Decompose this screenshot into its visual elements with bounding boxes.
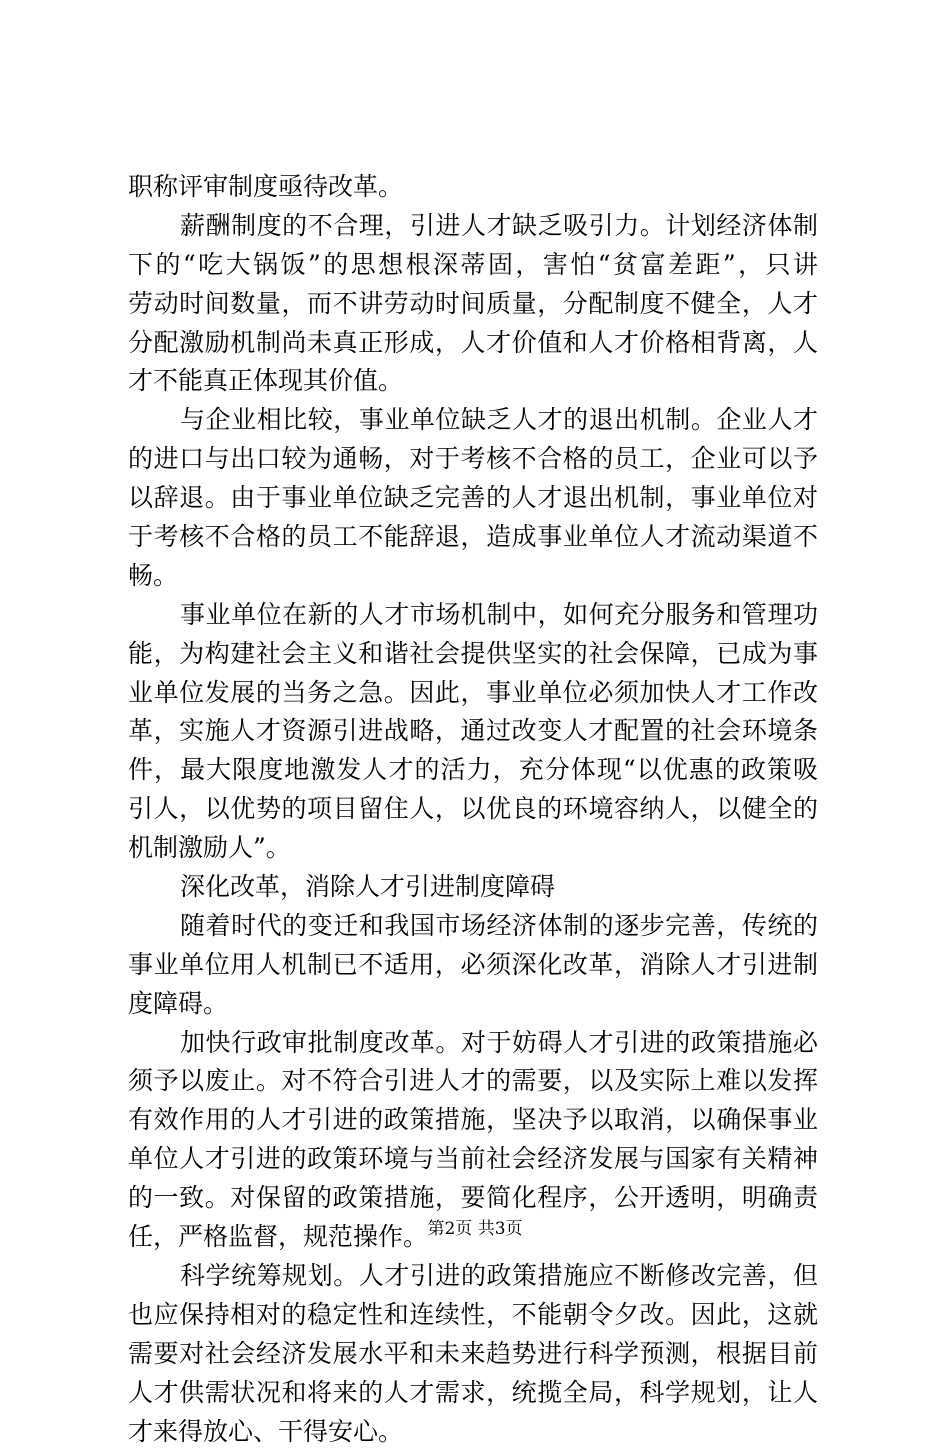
document-body <box>128 168 818 1451</box>
text-line: 须予以废止。对不符合引进人才的需要，以及实际上难以发挥 <box>128 1062 818 1101</box>
text-line: 于考核不合格的员工不能辞退，造成事业单位人才流动渠道不 <box>128 518 818 557</box>
text-line: 度障碍。 <box>128 985 818 1024</box>
text-line: 的一致。对保留的政策措施，要简化程序，公开透明，明确责 <box>128 1179 818 1218</box>
text-line: 引人，以优势的项目留住人，以优良的环境容纳人，以健全的 <box>128 790 818 829</box>
text-line: 深化改革，消除人才引进制度障碍 <box>128 868 818 907</box>
text-line: 能，为构建社会主义和谐社会提供坚实的社会保障，已成为事 <box>128 635 818 674</box>
text-line: 分配激励机制尚未真正形成，人才价值和人才价格相背离，人 <box>128 324 818 363</box>
text-line: 单位人才引进的政策环境与当前社会经济发展与国家有关精神 <box>128 1140 818 1179</box>
text-line: 下的“吃大锅饭”的思想根深蒂固，害怕“贫富差距”，只讲 <box>128 246 818 285</box>
text-line: 事业单位用人机制已不适用，必须深化改革，消除人才引进制 <box>128 946 818 985</box>
text-line: 任，严格监督，规范操作。 <box>128 1218 818 1257</box>
text-line: 随着时代的变迁和我国市场经济体制的逐步完善，传统的 <box>128 907 818 946</box>
text-line: 人才供需状况和将来的人才需求，统揽全局，科学规划，让人 <box>128 1374 818 1413</box>
text-line: 机制激励人”。 <box>128 829 818 868</box>
text-line: 畅。 <box>128 557 818 596</box>
text-line: 有效作用的人才引进的政策措施，坚决予以取消，以确保事业 <box>128 1101 818 1140</box>
text-line: 革，实施人才资源引进战略，通过改变人才配置的社会环境条 <box>128 712 818 751</box>
text-line: 才来得放心、干得安心。 <box>128 1413 818 1451</box>
text-line: 与企业相比较，事业单位缺乏人才的退出机制。企业人才 <box>128 401 818 440</box>
text-line: 需要对社会经济发展水平和未来趋势进行科学预测，根据目前 <box>128 1335 818 1374</box>
text-line: 也应保持相对的稳定性和连续性，不能朝令夕改。因此，这就 <box>128 1296 818 1335</box>
text-line: 的进口与出口较为通畅，对于考核不合格的员工，企业可以予 <box>128 440 818 479</box>
text-line: 薪酬制度的不合理，引进人才缺乏吸引力。计划经济体制 <box>128 207 818 246</box>
text-line: 职称评审制度亟待改革。 <box>128 168 818 207</box>
text-line: 件，最大限度地激发人才的活力，充分体现“以优惠的政策吸 <box>128 751 818 790</box>
text-line: 科学统筹规划。人才引进的政策措施应不断修改完善，但 <box>128 1257 818 1296</box>
text-line: 加快行政审批制度改革。对于妨碍人才引进的政策措施必 <box>128 1024 818 1063</box>
text-line: 以辞退。由于事业单位缺乏完善的人才退出机制，事业单位对 <box>128 479 818 518</box>
text-line: 劳动时间数量，而不讲劳动时间质量，分配制度不健全，人才 <box>128 285 818 324</box>
text-line: 才不能真正体现其价值。 <box>128 362 818 401</box>
page-footer: 第2页 共3页 <box>0 1214 950 1239</box>
text-line: 业单位发展的当务之急。因此，事业单位必须加快人才工作改 <box>128 674 818 713</box>
text-line: 事业单位在新的人才市场机制中，如何充分服务和管理功 <box>128 596 818 635</box>
